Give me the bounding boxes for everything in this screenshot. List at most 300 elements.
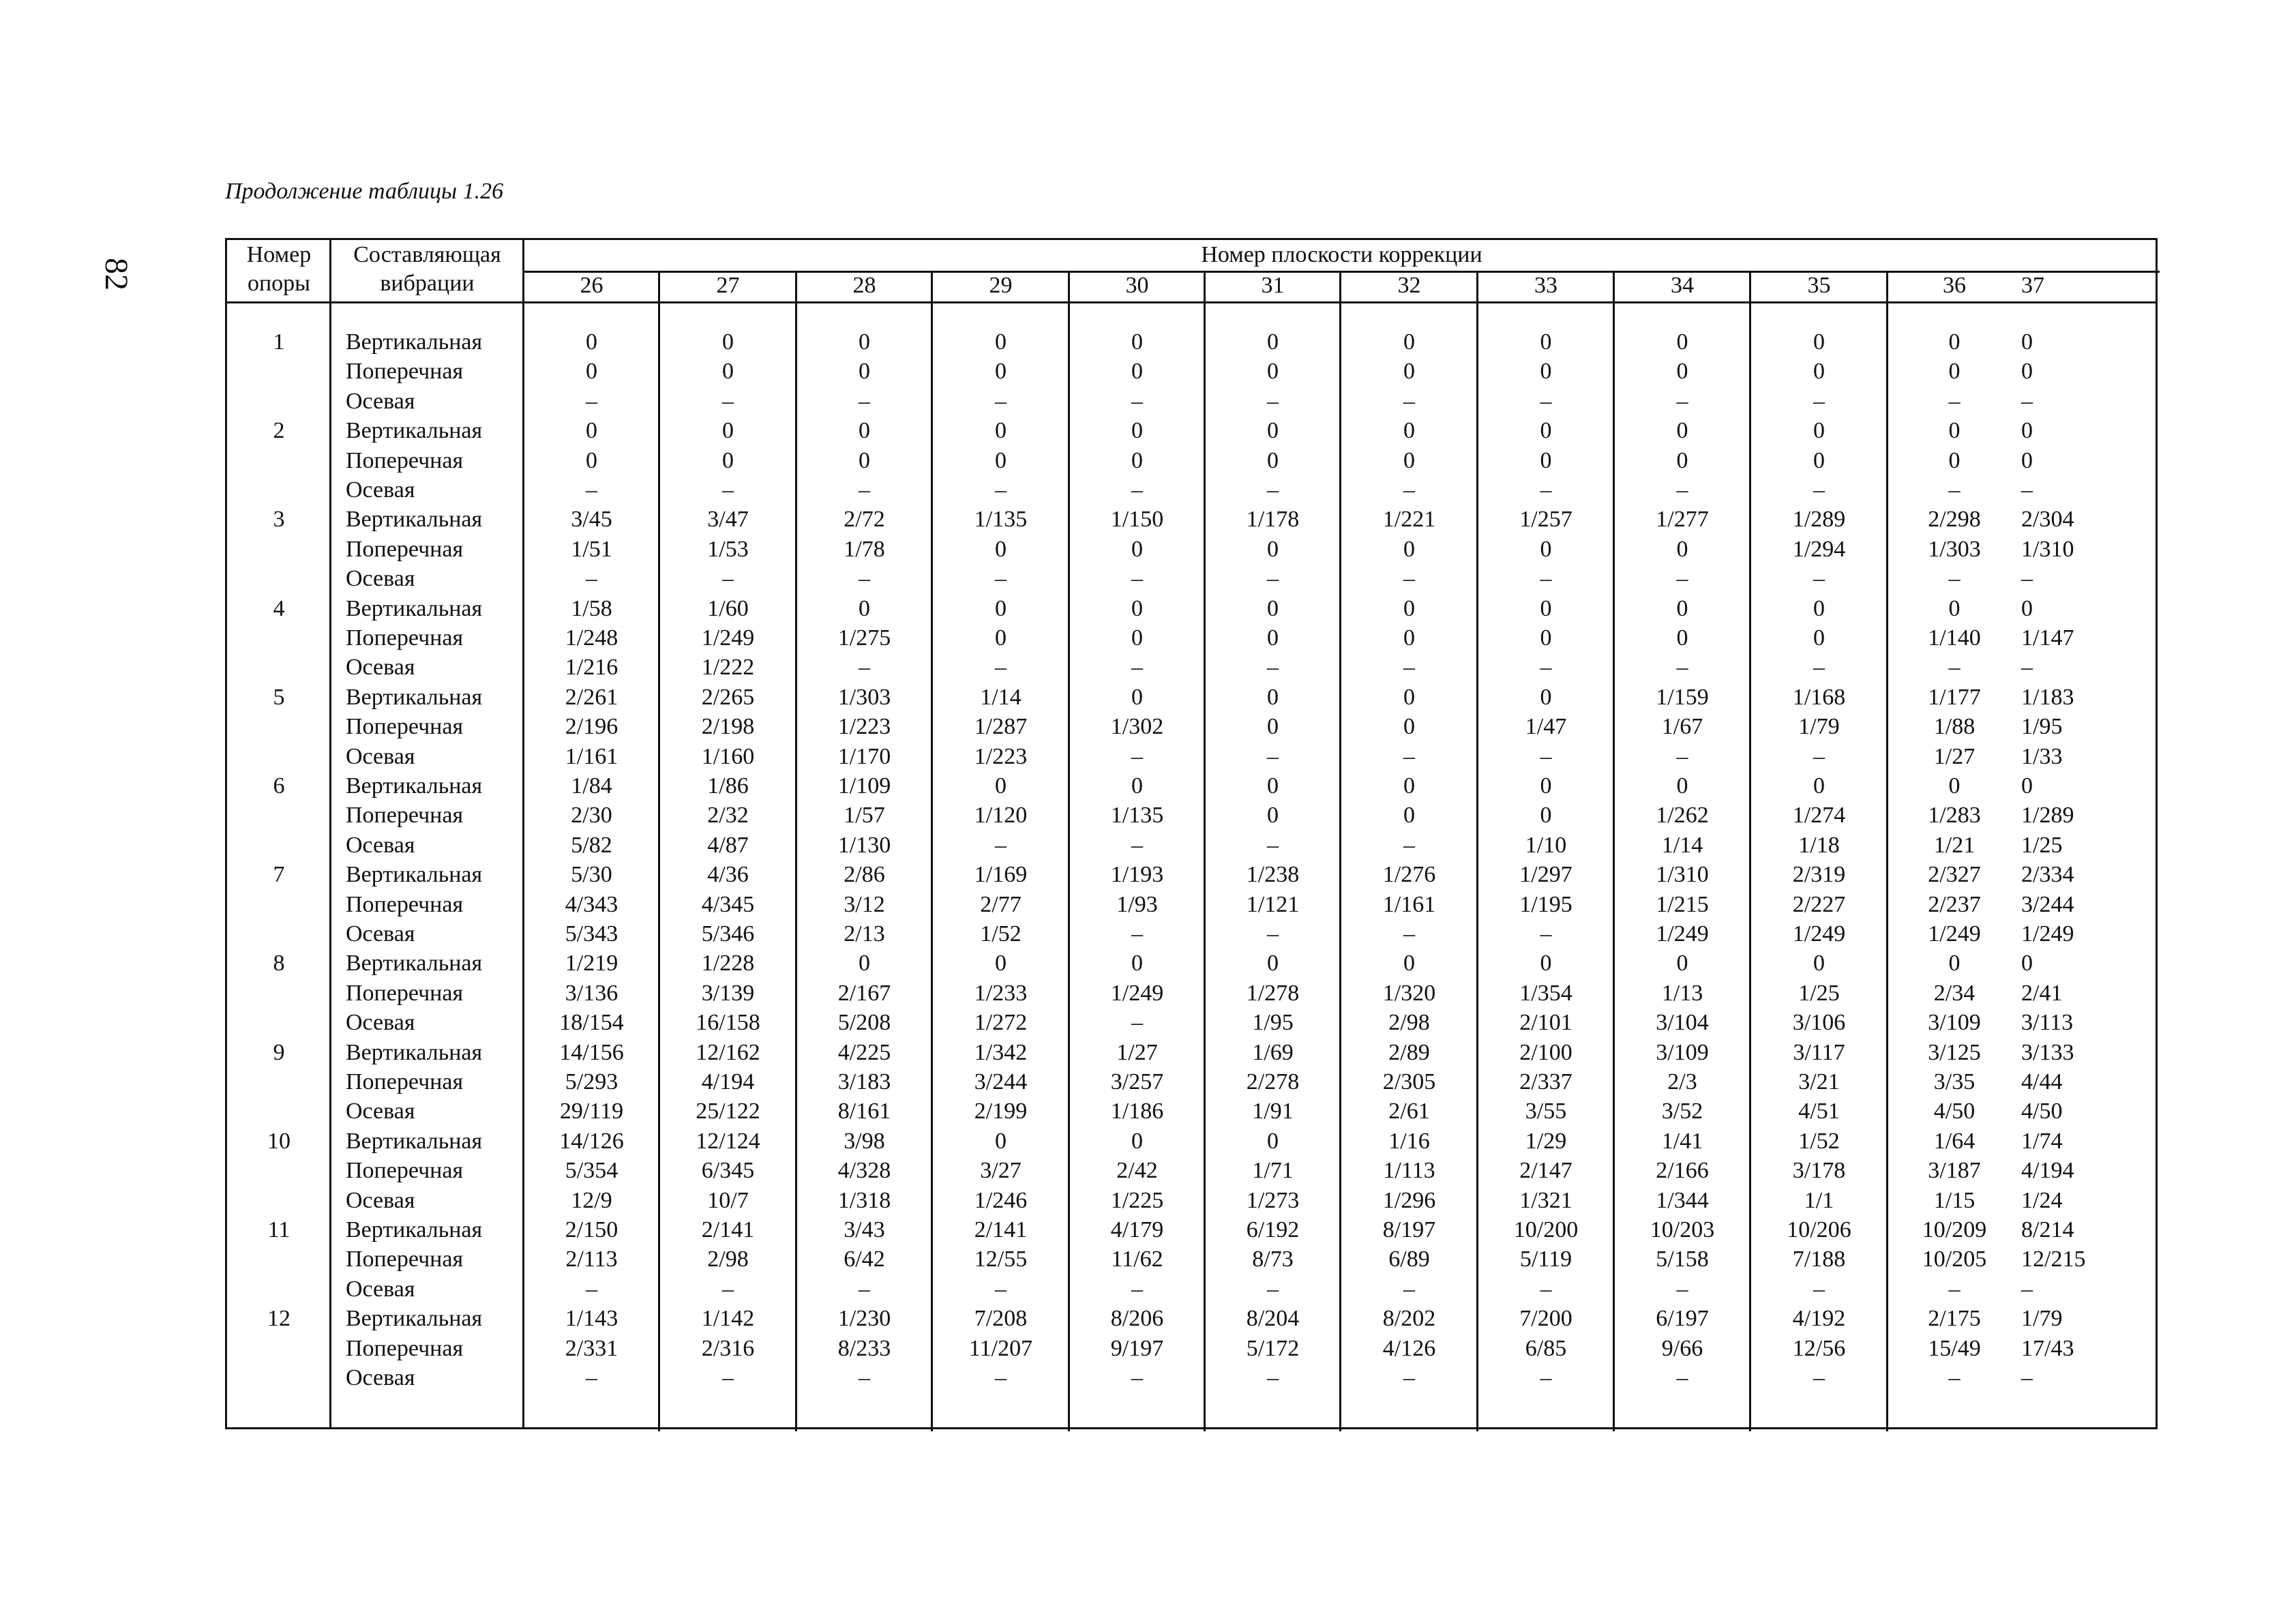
table-cell: 0 [1267, 359, 1279, 385]
table-cell: 0 [1403, 803, 1415, 829]
vibration-component: Вертикальная [346, 418, 483, 444]
table-cell: 4/343 [565, 891, 618, 917]
table-cell: 2/305 [1382, 1069, 1436, 1094]
table-cell: 0 [859, 329, 870, 355]
support-number: 11 [267, 1217, 290, 1242]
vibration-component: Поперечная [346, 1158, 464, 1184]
table-cell: 2/227 [1792, 891, 1846, 917]
vibration-component: Осевая [346, 1187, 415, 1213]
table-cell: – [1813, 1276, 1825, 1302]
table-cell: 1/246 [974, 1187, 1028, 1213]
table-cell: 0 [1267, 329, 1279, 355]
table-cell: 2/3 [1667, 1069, 1697, 1094]
table-cell: 1/113 [1383, 1158, 1435, 1184]
table-cell: 2/72 [844, 507, 885, 533]
table-cell: – [1403, 566, 1415, 592]
table-cell: 0 [1948, 773, 1960, 799]
table-cell: 1/14 [1661, 832, 1703, 858]
table-cell: 8/197 [1382, 1217, 1436, 1242]
table-cell: 1/216 [565, 655, 618, 681]
table-cell: 3/27 [980, 1158, 1022, 1184]
header-plane-number: 37 [2021, 273, 2044, 298]
table-cell: 0 [995, 447, 1007, 473]
table-cell: 7/200 [1519, 1306, 1572, 1332]
table-cell: 1/303 [1928, 536, 1981, 562]
table-cell: – [859, 477, 870, 503]
vibration-component: Поперечная [346, 625, 464, 651]
table-cell: 1/13 [1661, 980, 1703, 1006]
table-cell: 2/34 [1933, 980, 1976, 1006]
table-cell: 1/15 [1933, 1187, 1976, 1213]
table-cell: 9/66 [1661, 1335, 1703, 1361]
table-cell: – [995, 477, 1007, 503]
table-cell: 1/86 [707, 773, 749, 799]
table-cell: 1/225 [1110, 1187, 1164, 1213]
vibration-component: Осевая [346, 566, 415, 592]
table-cell: 1/248 [565, 625, 618, 651]
vibration-component: Осевая [346, 1099, 415, 1124]
table-cell: 0 [722, 418, 734, 444]
table-cell: 0 [1948, 359, 1960, 385]
table-cell: 5/208 [837, 1010, 891, 1036]
table-cell: 1/88 [1933, 714, 1976, 740]
table-cell: 5/343 [565, 921, 618, 946]
table-cell: 1/257 [1519, 507, 1572, 533]
table-cell: 0 [859, 951, 870, 977]
table-cell: – [1948, 1365, 1960, 1390]
table-cell: – [1813, 1365, 1825, 1390]
table-cell: 0 [1131, 1128, 1143, 1154]
table-cell: 0 [1540, 536, 1552, 562]
table-cell: 0 [995, 595, 1007, 621]
table-cell: 4/194 [701, 1069, 755, 1094]
table-cell: 0 [859, 418, 870, 444]
table-cell: 2/86 [844, 862, 885, 888]
table-cell: 1/215 [1656, 891, 1709, 917]
table-cell: 6/345 [701, 1158, 755, 1184]
table-cell: 5/119 [1519, 1247, 1572, 1272]
table-cell: 3/244 [974, 1069, 1028, 1094]
table-cell: – [1813, 566, 1825, 592]
table-cell: – [1676, 388, 1688, 414]
table-cell: 0 [1948, 951, 1960, 977]
table-cell: 1/303 [837, 684, 891, 710]
table-cell: 1/272 [974, 1010, 1028, 1036]
table-cell: 2/337 [1519, 1069, 1572, 1094]
table-cell: 0 [1403, 447, 1415, 473]
table-cell: 6/89 [1388, 1247, 1430, 1272]
table-caption: Продолжение таблицы 1.26 [225, 179, 504, 204]
table-cell: 1/57 [844, 803, 885, 829]
vibration-component: Вертикальная [346, 1306, 483, 1332]
vibration-component: Вертикальная [346, 1039, 483, 1065]
table-cell: 3/47 [707, 507, 749, 533]
table-cell: 4/192 [1792, 1306, 1846, 1332]
table-cell: 1/10 [1525, 832, 1567, 858]
table-cell: 1/249 [1792, 921, 1846, 946]
table-cell: 1/219 [565, 951, 618, 977]
table-cell: – [859, 1276, 870, 1302]
table-cell: – [1267, 388, 1279, 414]
support-number: 2 [273, 418, 285, 444]
table-cell: 3/136 [565, 980, 618, 1006]
table-cell: 0 [2021, 329, 2033, 355]
table-cell: 1/121 [1246, 891, 1300, 917]
table-cell: 0 [1131, 951, 1143, 977]
table-cell: 0 [2021, 418, 2033, 444]
table-cell: – [722, 388, 734, 414]
table-cell: 0 [1131, 625, 1143, 651]
vibration-component: Вертикальная [346, 1128, 483, 1154]
table-cell: 0 [1403, 418, 1415, 444]
table-cell: 6/42 [844, 1247, 885, 1272]
table-cell: 0 [1267, 714, 1279, 740]
table-cell: 1/249 [1656, 921, 1709, 946]
table-cell: – [1131, 1010, 1143, 1036]
table-cell: 1/294 [1792, 536, 1846, 562]
table-cell: – [1948, 388, 1960, 414]
table-cell: 1/67 [1661, 714, 1703, 740]
table-cell: 4/50 [1933, 1099, 1976, 1124]
table-cell: – [1131, 832, 1143, 858]
table-cell: 2/61 [1388, 1099, 1430, 1124]
table-cell: 0 [1676, 773, 1688, 799]
table-cell: 1/41 [1661, 1128, 1703, 1154]
table-cell: 2/261 [565, 684, 618, 710]
table-cell: – [1813, 655, 1825, 681]
table-cell: 10/205 [1922, 1247, 1987, 1272]
table-cell: 2/166 [1656, 1158, 1709, 1184]
table-cell: – [1540, 477, 1552, 503]
table-cell: 0 [586, 329, 597, 355]
vibration-component: Осевая [346, 921, 415, 946]
table-cell: 0 [1948, 418, 1960, 444]
table-cell: 1/135 [974, 507, 1028, 533]
table-cell: 2/198 [701, 714, 755, 740]
table-cell: 1/238 [1246, 862, 1300, 888]
table-cell: – [1540, 655, 1552, 681]
table-cell: – [1267, 655, 1279, 681]
table-cell: 3/104 [1656, 1010, 1709, 1036]
table-cell: – [1676, 566, 1688, 592]
table-cell: – [1676, 477, 1688, 503]
table-cell: – [586, 477, 597, 503]
header-bottom-rule [227, 301, 2156, 303]
vibration-component: Вертикальная [346, 329, 483, 355]
table-cell: 0 [1540, 803, 1552, 829]
table-cell: – [586, 1365, 597, 1390]
table-cell: 0 [1403, 625, 1415, 651]
table-cell: – [859, 566, 870, 592]
table-cell: 1/223 [837, 714, 891, 740]
table-cell: – [722, 477, 734, 503]
table-cell: 1/25 [2021, 832, 2063, 858]
table-cell: 1/91 [1252, 1099, 1294, 1124]
table-cell: 0 [722, 359, 734, 385]
table-cell: 1/25 [1798, 980, 1840, 1006]
table-cell: 0 [995, 951, 1007, 977]
support-number: 8 [273, 951, 285, 977]
table-cell: 2/41 [2021, 980, 2063, 1006]
vibration-component: Вертикальная [346, 862, 483, 888]
vibration-table [225, 238, 2158, 1429]
support-number: 9 [273, 1039, 285, 1065]
table-cell: – [859, 1365, 870, 1390]
table-cell: 1/249 [1928, 921, 1981, 946]
table-cell: 1/130 [837, 832, 891, 858]
table-cell: 0 [1267, 951, 1279, 977]
vibration-component: Осевая [346, 832, 415, 858]
table-cell: 0 [2021, 447, 2033, 473]
table-cell: – [1267, 743, 1279, 769]
table-cell: 0 [1267, 625, 1279, 651]
table-cell: – [586, 388, 597, 414]
table-cell: 1/249 [2021, 921, 2074, 946]
table-cell: 10/209 [1922, 1217, 1987, 1242]
header-plane-number: 31 [1261, 273, 1285, 298]
table-cell: 1/24 [2021, 1187, 2063, 1213]
table-cell: 3/178 [1792, 1158, 1846, 1184]
table-cell: – [1131, 477, 1143, 503]
table-cell: 0 [1813, 773, 1825, 799]
table-cell: – [1131, 743, 1143, 769]
table-cell: 3/244 [2021, 891, 2074, 917]
table-cell: 8/206 [1110, 1306, 1164, 1332]
table-cell: 1/223 [974, 743, 1028, 769]
table-cell: 0 [2021, 359, 2033, 385]
table-cell: – [1403, 1365, 1415, 1390]
table-cell: 2/327 [1928, 862, 1981, 888]
table-cell: 3/139 [701, 980, 755, 1006]
table-cell: 6/192 [1246, 1217, 1300, 1242]
vibration-component: Осевая [346, 655, 415, 681]
table-cell: 1/53 [707, 536, 749, 562]
table-cell: 1/278 [1246, 980, 1300, 1006]
table-cell: 0 [1813, 625, 1825, 651]
table-cell: 0 [1813, 447, 1825, 473]
table-cell: 1/140 [1928, 625, 1981, 651]
table-cell: – [722, 1276, 734, 1302]
table-cell: 0 [1403, 714, 1415, 740]
support-number: 7 [273, 862, 285, 888]
table-cell: – [1948, 655, 1960, 681]
table-cell: – [1540, 921, 1552, 946]
vibration-component: Вертикальная [346, 773, 483, 799]
table-cell: 0 [995, 625, 1007, 651]
table-cell: 1/249 [701, 625, 755, 651]
table-cell: – [1948, 1276, 1960, 1302]
table-cell: – [1676, 655, 1688, 681]
table-cell: 0 [1676, 625, 1688, 651]
table-cell: 3/12 [844, 891, 885, 917]
table-cell: 0 [1540, 447, 1552, 473]
table-cell: – [995, 1365, 1007, 1390]
table-cell: 4/36 [707, 862, 749, 888]
table-cell: 1/71 [1252, 1158, 1294, 1184]
vibration-component: Поперечная [346, 447, 464, 473]
table-cell: – [995, 388, 1007, 414]
table-cell: 0 [1676, 418, 1688, 444]
table-cell: – [586, 566, 597, 592]
table-cell: 1/95 [2021, 714, 2063, 740]
table-cell: 5/172 [1246, 1335, 1300, 1361]
table-cell: – [1403, 1276, 1415, 1302]
table-cell: 2/141 [701, 1217, 755, 1242]
table-cell: – [1131, 655, 1143, 681]
table-cell: 1/84 [571, 773, 612, 799]
table-cell: 0 [1131, 536, 1143, 562]
table-cell: 2/334 [2021, 862, 2074, 888]
table-cell: – [1540, 1276, 1552, 1302]
table-cell: 2/199 [974, 1099, 1028, 1124]
table-cell: 2/196 [565, 714, 618, 740]
table-cell: 1/354 [1519, 980, 1572, 1006]
table-cell: 1/233 [974, 980, 1028, 1006]
table-cell: 0 [1267, 773, 1279, 799]
table-cell: 0 [1813, 359, 1825, 385]
table-cell: 1/287 [974, 714, 1028, 740]
header-plane-number: 27 [716, 273, 740, 298]
header-plane-number: 35 [1807, 273, 1831, 298]
vibration-component: Вертикальная [346, 507, 483, 533]
table-cell: – [1813, 388, 1825, 414]
table-cell: 0 [1131, 684, 1143, 710]
table-cell: 2/32 [707, 803, 749, 829]
table-cell: 2/304 [2021, 507, 2074, 533]
table-cell: 29/119 [559, 1099, 624, 1124]
table-cell: 12/9 [571, 1187, 612, 1213]
table-cell: 3/52 [1661, 1099, 1703, 1124]
table-cell: 4/126 [1382, 1335, 1436, 1361]
table-cell: 1/78 [844, 536, 885, 562]
table-cell: 1/47 [1525, 714, 1567, 740]
table-cell: – [1131, 1276, 1143, 1302]
table-cell: 0 [1403, 951, 1415, 977]
table-cell: 16/158 [696, 1010, 760, 1036]
vibration-component: Осевая [346, 388, 415, 414]
table-cell: – [1131, 566, 1143, 592]
table-cell: 12/162 [696, 1039, 760, 1065]
table-cell: 1/230 [837, 1306, 891, 1332]
table-cell: 3/55 [1525, 1099, 1567, 1124]
table-cell: 11/207 [968, 1335, 1033, 1361]
table-cell: – [1403, 388, 1415, 414]
table-cell: 7/188 [1792, 1247, 1846, 1272]
table-cell: 4/87 [707, 832, 749, 858]
table-cell: – [1676, 743, 1688, 769]
table-cell: – [859, 655, 870, 681]
table-cell: 1/160 [701, 743, 755, 769]
table-cell: – [1131, 1365, 1143, 1390]
table-cell: 0 [1948, 595, 1960, 621]
table-cell: – [1267, 566, 1279, 592]
table-cell: 0 [1676, 359, 1688, 385]
table-cell: 2/13 [844, 921, 885, 946]
table-cell: 1/27 [1116, 1039, 1158, 1065]
table-cell: – [2021, 1365, 2033, 1390]
header-plane-number: 36 [1943, 273, 1966, 298]
table-cell: 0 [1403, 359, 1415, 385]
table-cell: – [2021, 1276, 2033, 1302]
header-plane-number: 26 [580, 273, 603, 298]
vibration-component: Вертикальная [346, 595, 483, 621]
table-cell: 3/117 [1793, 1039, 1845, 1065]
table-cell: 1/161 [565, 743, 618, 769]
table-cell: 1/183 [2021, 684, 2074, 710]
table-cell: 1/142 [701, 1306, 755, 1332]
table-cell: 12/124 [696, 1128, 760, 1154]
table-cell: 1/178 [1246, 507, 1300, 533]
table-cell: 2/42 [1116, 1158, 1158, 1184]
table-cell: 0 [1813, 329, 1825, 355]
table-cell: – [1540, 743, 1552, 769]
table-cell: 0 [995, 329, 1007, 355]
table-cell: 2/150 [565, 1217, 618, 1242]
table-cell: 11/62 [1111, 1247, 1163, 1272]
table-cell: 3/113 [2021, 1010, 2074, 1036]
table-cell: 1/16 [1388, 1128, 1430, 1154]
table-cell: 2/167 [837, 980, 891, 1006]
table-cell: 5/346 [701, 921, 755, 946]
table-cell: 4/328 [837, 1158, 891, 1184]
table-cell: 6/85 [1525, 1335, 1567, 1361]
table-cell: 1/222 [701, 655, 755, 681]
table-cell: 1/273 [1246, 1187, 1300, 1213]
support-number: 3 [273, 507, 285, 533]
table-cell: 1/14 [980, 684, 1022, 710]
table-cell: – [1403, 832, 1415, 858]
support-number: 5 [273, 684, 285, 710]
table-cell: 7/208 [974, 1306, 1028, 1332]
table-cell: 1/296 [1382, 1187, 1436, 1213]
table-cell: 2/77 [980, 891, 1022, 917]
vibration-component: Поперечная [346, 536, 464, 562]
table-cell: – [1403, 477, 1415, 503]
header-component-line: вибрации [380, 271, 475, 296]
table-cell: 1/1 [1804, 1187, 1834, 1213]
table-cell: 1/318 [837, 1187, 891, 1213]
table-cell: 3/109 [1656, 1039, 1709, 1065]
table-cell: 0 [1131, 329, 1143, 355]
support-number: 4 [273, 595, 285, 621]
table-cell: 1/27 [1933, 743, 1976, 769]
vibration-component: Вертикальная [346, 951, 483, 977]
table-cell: 0 [722, 447, 734, 473]
header-plane-number: 29 [989, 273, 1013, 298]
table-cell: 1/249 [1110, 980, 1164, 1006]
table-cell: 1/342 [974, 1039, 1028, 1065]
table-cell: 0 [1403, 536, 1415, 562]
header-support-line: опоры [247, 271, 311, 296]
table-cell: 3/106 [1792, 1010, 1846, 1036]
table-cell: 1/143 [565, 1306, 618, 1332]
table-cell: 0 [1267, 595, 1279, 621]
table-cell: – [1131, 921, 1143, 946]
table-cell: 2/331 [565, 1335, 618, 1361]
header-plane-number: 34 [1671, 273, 1694, 298]
table-cell: 1/275 [837, 625, 891, 651]
table-cell: 3/43 [844, 1217, 885, 1242]
table-cell: 1/321 [1519, 1187, 1572, 1213]
table-cell: 2/98 [1388, 1010, 1430, 1036]
table-cell: – [1813, 743, 1825, 769]
table-cell: 1/93 [1116, 891, 1158, 917]
table-cell: – [995, 1276, 1007, 1302]
vibration-component: Поперечная [346, 803, 464, 829]
table-cell: 1/310 [2021, 536, 2074, 562]
table-cell: 0 [1540, 329, 1552, 355]
header-support-line: Номер [246, 242, 312, 267]
